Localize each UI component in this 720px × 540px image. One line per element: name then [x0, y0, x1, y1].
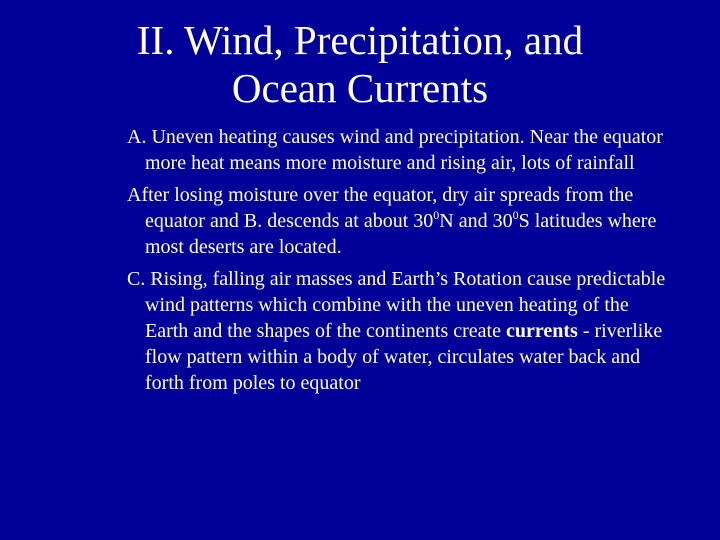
- degree-superscript-south: 0: [512, 208, 519, 222]
- currents-term: currents: [505, 320, 578, 342]
- slide-title: [0, 16, 720, 112]
- paragraph-b: [127, 182, 672, 260]
- paragraph-b-text-start: After losing moisture over the equator, dry air spreads from the equator and B. descends at about 30: [127, 184, 634, 232]
- slide-title-line-2: Ocean Currents: [231, 65, 489, 111]
- paragraph-c-text-start: C. Rising, falling air masses and Earth’s Rotation cause predictable wind patterns which combine with the uneven heating of the Earth and the shapes of the continents create: [127, 268, 666, 342]
- paragraph-a-text: A. Uneven heating causes wind and precipitation. Near the equator more heat means more moisture and rising air, lots of rainfall: [127, 126, 663, 174]
- paragraph-a: [127, 124, 672, 176]
- degree-superscript-north: 0: [433, 208, 440, 222]
- slide-title-line-1: II. Wind, Precipitation, and: [136, 17, 584, 63]
- paragraph-b-text-end: S latitudes where most deserts are located.: [145, 210, 657, 258]
- paragraph-b-text-middle: N and 30: [439, 210, 513, 232]
- slide-body: [127, 124, 672, 402]
- paragraph-c: [127, 266, 672, 396]
- paragraph-c-text-end: - riverlike flow pattern within a body of water, circulates water back and forth from poles to equator: [145, 320, 663, 394]
